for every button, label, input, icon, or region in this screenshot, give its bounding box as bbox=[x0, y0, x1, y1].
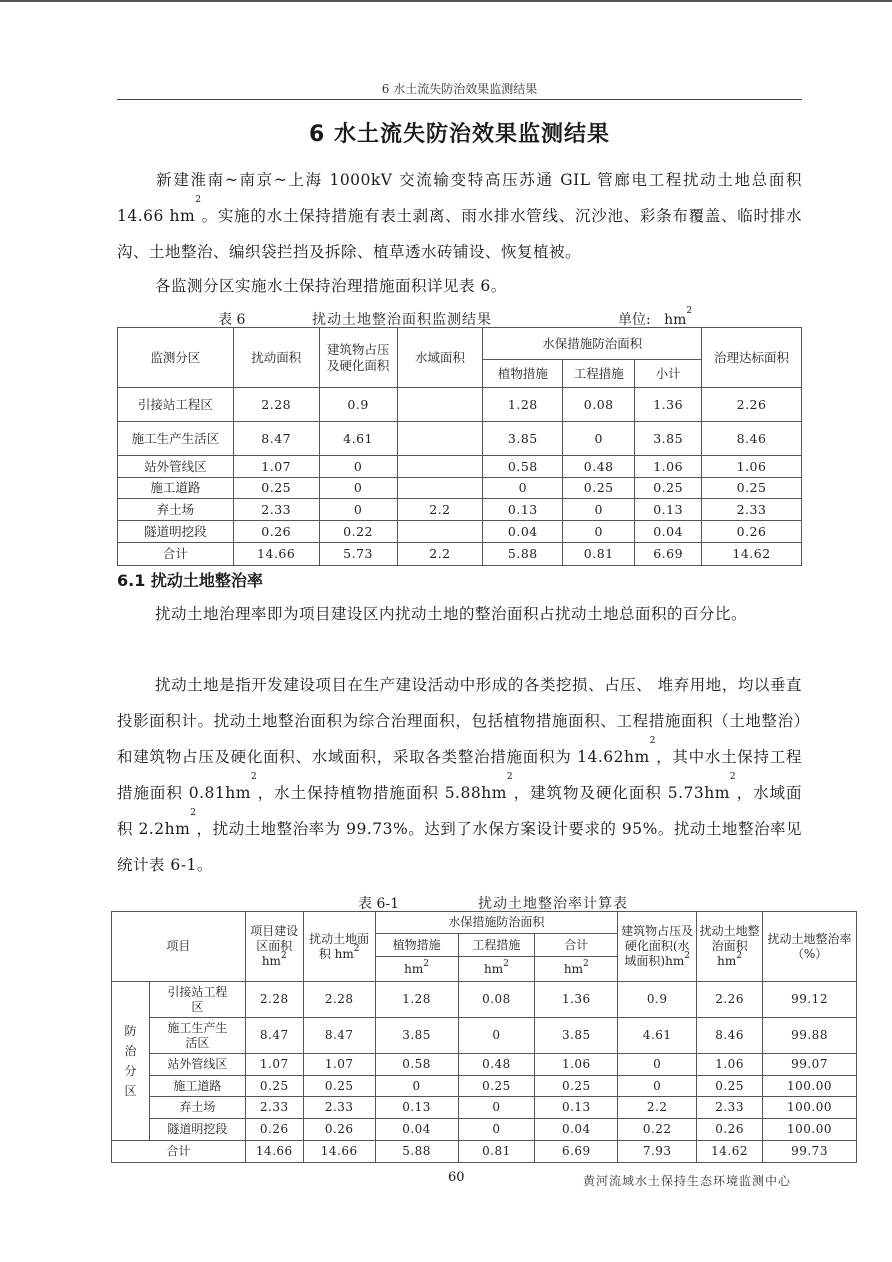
table6-caption: 扰动土地整治面积监测结果 bbox=[312, 312, 492, 328]
value-cell: 5.88 bbox=[483, 543, 563, 566]
value-cell: 2.33 bbox=[245, 1097, 303, 1119]
value-cell: 2.26 bbox=[702, 388, 802, 422]
value-cell: 1.07 bbox=[245, 1054, 303, 1076]
header-total: 合计 bbox=[535, 934, 618, 957]
value-cell: 2.28 bbox=[303, 982, 375, 1018]
value-cell: 0.25 bbox=[245, 1076, 303, 1097]
header-subtotal: 小计 bbox=[635, 360, 702, 388]
value-cell: 0.25 bbox=[635, 478, 702, 499]
total-value: 5.88 bbox=[375, 1141, 458, 1163]
value-cell: 0.48 bbox=[563, 456, 635, 478]
intro-paragraph-2: 各监测分区实施水土保持治理措施面积详见表 6。 bbox=[155, 277, 507, 295]
value-cell: 0 bbox=[319, 499, 397, 521]
value-cell: 14.62 bbox=[702, 543, 802, 566]
value-cell: 1.06 bbox=[697, 1054, 763, 1076]
table6-number: 表 6 bbox=[218, 312, 246, 328]
value-cell: 0.58 bbox=[375, 1054, 458, 1076]
value-cell: 2.26 bbox=[697, 982, 763, 1018]
value-cell: 0.04 bbox=[375, 1119, 458, 1141]
value-cell: 0.04 bbox=[635, 521, 702, 543]
header-engineering: 工程措施 bbox=[563, 360, 635, 388]
value-cell bbox=[397, 422, 483, 456]
value-cell: 0.25 bbox=[697, 1076, 763, 1097]
table-row bbox=[112, 1054, 857, 1076]
table-row bbox=[112, 1076, 857, 1097]
value-cell: 2.28 bbox=[245, 982, 303, 1018]
page-number: 60 bbox=[448, 1170, 465, 1185]
zone-cell: 弃土场 bbox=[118, 499, 234, 521]
header-measures: 水保措施防治面积 bbox=[483, 328, 702, 360]
value-cell: 2.28 bbox=[233, 388, 319, 422]
zone-cell: 弃土场 bbox=[149, 1097, 245, 1119]
value-cell: 8.47 bbox=[303, 1018, 375, 1054]
value-cell bbox=[397, 521, 483, 543]
zone-cell: 施工生产生活区 bbox=[118, 422, 234, 456]
group-label-cell bbox=[112, 982, 150, 1141]
total-value: 14.66 bbox=[245, 1141, 303, 1163]
value-cell: 1.06 bbox=[702, 456, 802, 478]
group-label: 防治分区 bbox=[124, 1024, 137, 1098]
table-row bbox=[118, 478, 802, 499]
value-cell: 1.07 bbox=[233, 456, 319, 478]
value-cell: 0 bbox=[458, 1119, 535, 1141]
value-cell: 0 bbox=[563, 499, 635, 521]
value-cell: 3.85 bbox=[375, 1018, 458, 1054]
value-cell: 2.33 bbox=[697, 1097, 763, 1119]
value-cell: 0 bbox=[563, 521, 635, 543]
value-cell: 0.13 bbox=[375, 1097, 458, 1119]
value-cell: 0.25 bbox=[535, 1076, 618, 1097]
section-paragraph-1: 扰动土地治理率即为项目建设区内扰动土地的整治面积占扰动土地总面积的百分比。 bbox=[155, 605, 748, 623]
value-cell: 0.25 bbox=[458, 1076, 535, 1097]
value-cell: 1.28 bbox=[483, 388, 563, 422]
value-cell: 0 bbox=[618, 1054, 697, 1076]
value-cell: 0.9 bbox=[319, 388, 397, 422]
value-cell: 0.48 bbox=[458, 1054, 535, 1076]
total-value: 99.73 bbox=[763, 1141, 857, 1163]
header-plant: 植物措施 bbox=[375, 934, 458, 957]
value-cell: 2.33 bbox=[702, 499, 802, 521]
header-item: 项目 bbox=[112, 912, 246, 982]
value-cell: 0.26 bbox=[702, 521, 802, 543]
value-cell: 100.00 bbox=[763, 1076, 857, 1097]
value-cell bbox=[397, 478, 483, 499]
value-cell: 0.08 bbox=[563, 388, 635, 422]
header-disturbed: 扰动面积 bbox=[233, 328, 319, 388]
value-cell: 4.61 bbox=[618, 1018, 697, 1054]
table-row bbox=[112, 1119, 857, 1141]
value-cell: 1.06 bbox=[635, 456, 702, 478]
top-border bbox=[0, 0, 892, 2]
zone-cell: 隧道明挖段 bbox=[118, 521, 234, 543]
table6-1 bbox=[111, 911, 857, 1163]
total-value: 7.93 bbox=[618, 1141, 697, 1163]
table-row bbox=[112, 1097, 857, 1119]
unit-engineering: $hm^2$ bbox=[458, 957, 535, 982]
table6 bbox=[117, 327, 802, 566]
total-row bbox=[112, 1141, 857, 1163]
header-treated: 扰动土地整治面积 $hm^2$ bbox=[697, 912, 763, 982]
value-cell: 4.61 bbox=[319, 422, 397, 456]
zone-cell: 站外管线区 bbox=[149, 1054, 245, 1076]
zone-cell: 施工生产生活区 bbox=[149, 1018, 245, 1054]
value-cell: 0.13 bbox=[635, 499, 702, 521]
total-row bbox=[118, 543, 802, 566]
header-rule bbox=[117, 99, 802, 100]
value-cell: 3.85 bbox=[483, 422, 563, 456]
value-cell: 0.25 bbox=[702, 478, 802, 499]
header-measures: 水保措施防治面积 bbox=[375, 912, 618, 934]
value-cell: 6.69 bbox=[635, 543, 702, 566]
running-head: 6 水土流失防治效果监测结果 bbox=[381, 82, 538, 96]
zone-cell: 施工道路 bbox=[118, 478, 234, 499]
table-row bbox=[112, 1018, 857, 1054]
value-cell: 0.25 bbox=[303, 1076, 375, 1097]
value-cell: 1.28 bbox=[375, 982, 458, 1018]
unit-total: $hm^2$ bbox=[535, 957, 618, 982]
value-cell: 2.2 bbox=[397, 499, 483, 521]
value-cell: 8.47 bbox=[245, 1018, 303, 1054]
value-cell: 0.26 bbox=[697, 1119, 763, 1141]
value-cell: 0.22 bbox=[618, 1119, 697, 1141]
value-cell: 0.22 bbox=[319, 521, 397, 543]
value-cell: 0.26 bbox=[303, 1119, 375, 1141]
value-cell: 100.00 bbox=[763, 1119, 857, 1141]
table-row bbox=[118, 422, 802, 456]
value-cell: 0 bbox=[375, 1076, 458, 1097]
header-zone: 监测分区 bbox=[118, 328, 234, 388]
value-cell: 100.00 bbox=[763, 1097, 857, 1119]
value-cell bbox=[397, 456, 483, 478]
header-engineering: 工程措施 bbox=[458, 934, 535, 957]
value-cell: 0.81 bbox=[563, 543, 635, 566]
value-cell: 0 bbox=[319, 478, 397, 499]
value-cell: 0.13 bbox=[483, 499, 563, 521]
value-cell: 3.85 bbox=[535, 1018, 618, 1054]
zone-cell: 隧道明挖段 bbox=[149, 1119, 245, 1141]
table-row bbox=[118, 456, 802, 478]
table6-1-caption: 扰动土地整治率计算表 bbox=[478, 896, 628, 912]
value-cell: 8.47 bbox=[233, 422, 319, 456]
table6-unit: 单位: $hm^2$ bbox=[618, 306, 693, 328]
value-cell: 0 bbox=[618, 1076, 697, 1097]
table-row bbox=[118, 499, 802, 521]
value-cell: 8.46 bbox=[702, 422, 802, 456]
value-cell: 99.88 bbox=[763, 1018, 857, 1054]
section-paragraph-2: 扰动土地是指开发建设项目在生产建设活动中形成的各类挖损、占压、 堆弃用地，均以垂直投影面积计。扰动土地整治面积为综合治理面积，包括植物措施面积、工程措施面积（土地整治）和建筑物占压及硬化面积、水域面积，采取各类整治措施面积为 $14.62hm^2$，其中水土保持工程措施面积 $0.81hm^2$，水土保持植物措施面积 $5.88hm^2$，建筑物及硬化面积 $5.73hm^2$，水域面积 $2.2hm^2$，扰动土地整治率为 99.73%。达到了水保方案设计要求的 95%。扰动土地整治率见统计表 6-1。 bbox=[117, 676, 803, 874]
value-cell: 0.04 bbox=[483, 521, 563, 543]
value-cell: 0.26 bbox=[245, 1119, 303, 1141]
value-cell: 0 bbox=[458, 1097, 535, 1119]
page-title: 6 水土流失防治效果监测结果 bbox=[309, 122, 610, 147]
total-value: 6.69 bbox=[535, 1141, 618, 1163]
value-cell: 2.33 bbox=[303, 1097, 375, 1119]
header-rate: 扰动土地整治率（%） bbox=[763, 912, 857, 982]
value-cell: 0 bbox=[563, 422, 635, 456]
zone-cell: 引接站工程区 bbox=[118, 388, 234, 422]
zone-cell: 站外管线区 bbox=[118, 456, 234, 478]
value-cell: 0 bbox=[319, 456, 397, 478]
value-cell: 0.25 bbox=[233, 478, 319, 499]
header-disturbed-area: 扰动土地面积 $hm^2$ bbox=[303, 912, 375, 982]
value-cell: 8.46 bbox=[697, 1018, 763, 1054]
value-cell: 1.36 bbox=[635, 388, 702, 422]
header-treated: 治理达标面积 bbox=[702, 328, 802, 388]
value-cell: 99.12 bbox=[763, 982, 857, 1018]
zone-cell: 引接站工程区 bbox=[149, 982, 245, 1018]
value-cell: 3.85 bbox=[635, 422, 702, 456]
footer-organization: 黄河流域水土保持生态环境监测中心 bbox=[583, 1174, 792, 1188]
unit-plant: $hm^2$ bbox=[375, 957, 458, 982]
zone-cell: 施工道路 bbox=[149, 1076, 245, 1097]
value-cell: 0.25 bbox=[563, 478, 635, 499]
value-cell: 14.66 bbox=[233, 543, 319, 566]
value-cell: 2.2 bbox=[397, 543, 483, 566]
header-building: 建筑物占压及硬化面积(水域面积)$hm^2$ bbox=[618, 912, 697, 982]
value-cell: 1.06 bbox=[535, 1054, 618, 1076]
value-cell: 0.13 bbox=[535, 1097, 618, 1119]
table6-1-number: 表 6-1 bbox=[358, 896, 399, 912]
value-cell: 1.36 bbox=[535, 982, 618, 1018]
header-building: 建筑物占压及硬化面积 bbox=[319, 328, 397, 388]
value-cell: 0 bbox=[458, 1018, 535, 1054]
total-label: 合计 bbox=[112, 1141, 246, 1163]
value-cell: 5.73 bbox=[319, 543, 397, 566]
value-cell: 0 bbox=[483, 478, 563, 499]
value-cell: 0.04 bbox=[535, 1119, 618, 1141]
header-plant: 植物措施 bbox=[483, 360, 563, 388]
value-cell: 2.33 bbox=[233, 499, 319, 521]
total-value: 0.81 bbox=[458, 1141, 535, 1163]
value-cell: 0.9 bbox=[618, 982, 697, 1018]
table-row bbox=[118, 521, 802, 543]
table-row bbox=[112, 982, 857, 1018]
total-value: 14.62 bbox=[697, 1141, 763, 1163]
header-project-area: 项目建设区面积 $hm^2$ bbox=[245, 912, 303, 982]
value-cell: 0.26 bbox=[233, 521, 319, 543]
intro-paragraph-1: 新建淮南~南京~上海 1000kV 交流输变特高压苏通 GIL 管廊电工程扰动土地总面积 14.66 $hm^2$。实施的水土保持措施有表土剥离、雨水排水管线、沉沙池、彩条布覆盖、临时排水沟、土地整治、编织袋拦挡及拆除、植草透水砖铺设、恢复植被。 bbox=[117, 171, 802, 261]
value-cell: 1.07 bbox=[303, 1054, 375, 1076]
value-cell bbox=[397, 388, 483, 422]
table-row bbox=[118, 388, 802, 422]
value-cell: 99.07 bbox=[763, 1054, 857, 1076]
header-water: 水域面积 bbox=[397, 328, 483, 388]
value-cell: 0.08 bbox=[458, 982, 535, 1018]
value-cell: 0.58 bbox=[483, 456, 563, 478]
value-cell: 2.2 bbox=[618, 1097, 697, 1119]
total-value: 14.66 bbox=[303, 1141, 375, 1163]
section-heading: 6.1 扰动土地整治率 bbox=[117, 571, 263, 590]
zone-cell: 合计 bbox=[118, 543, 234, 566]
